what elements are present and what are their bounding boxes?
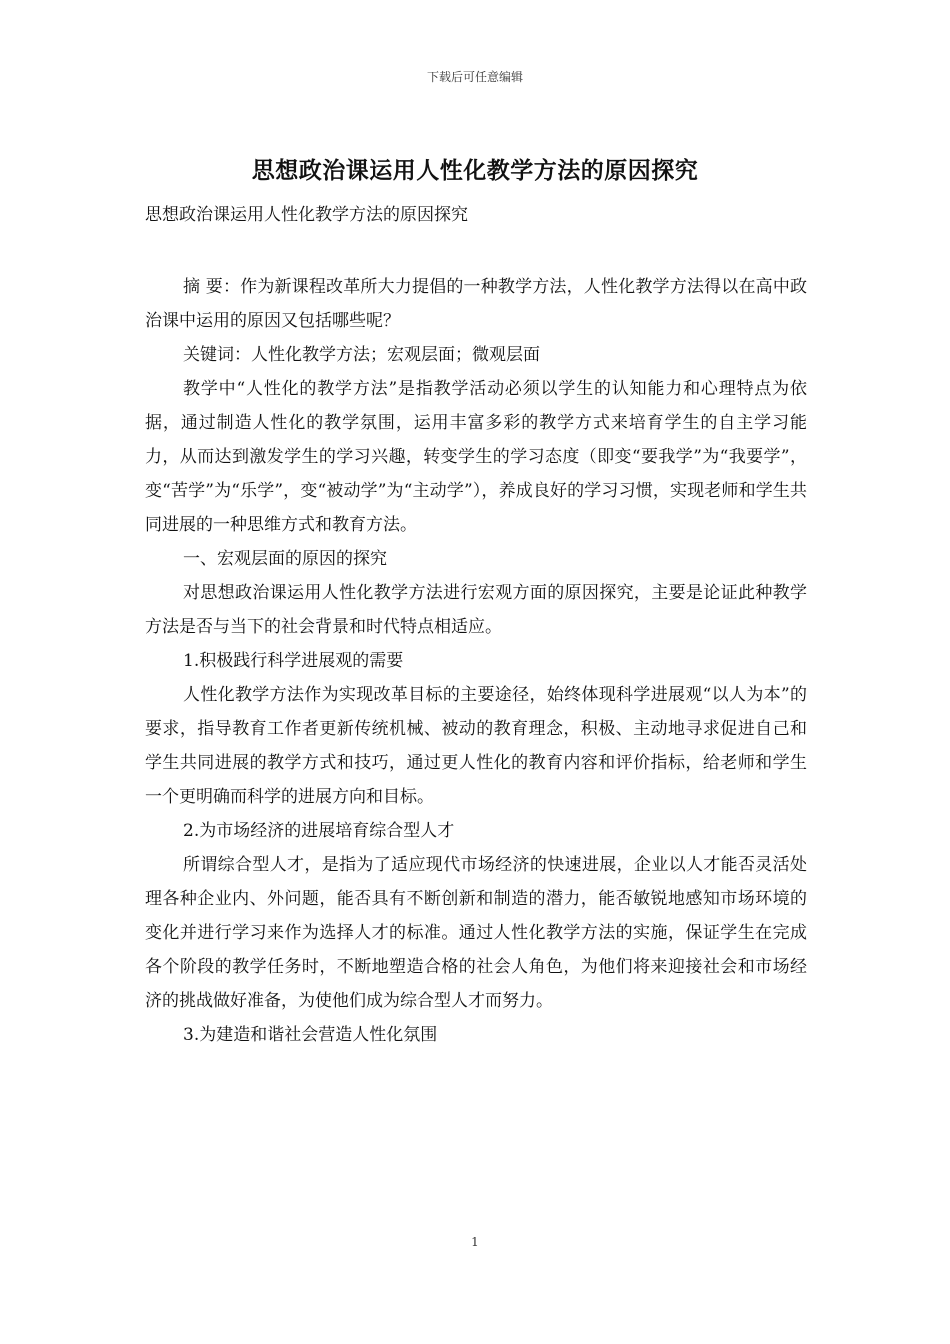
body-paragraph: 教学中“人性化的教学方法”是指教学活动必须以学生的认知能力和心理特点为依据，通过制造人性化的教学氛围，运用丰富多彩的教学方式来培育学生的自主学习能力，从而达到激发学生的学习兴趣，转变学生的学习态度（即变“要我学”为“我要学”，变“苦学”为“乐学”，变“被动学”为“主动学”），养成良好的学习习惯，实现老师和学生共同进展的一种思维方式和教育方法。 xyxy=(145,379,807,535)
document-subtitle: 思想政治课运用人性化教学方法的原因探究 xyxy=(145,205,468,225)
subsection-heading: 3.为建造和谐社会营造人性化氛围 xyxy=(183,1025,438,1045)
body-paragraph: 所谓综合型人才，是指为了适应现代市场经济的快速进展，企业以人才能否灵活处理各种企业内、外问题，能否具有不断创新和制造的潜力，能否敏锐地感知市场环境的变化并进行学习来作为选择人才的标准。通过人性化教学方法的实施，保证学生在完成各个阶段的教学任务时，不断地塑造合格的社会人角色，为他们将来迎接社会和市场经济的挑战做好准备，为使他们成为综合型人才而努力。 xyxy=(145,855,807,1011)
document-body xyxy=(145,270,807,1052)
document-title: 思想政治课运用人性化教学方法的原因探究 xyxy=(251,157,699,184)
page-number: 1 xyxy=(471,1235,479,1249)
keywords-paragraph: 关键词：人性化教学方法；宏观层面；微观层面 xyxy=(183,345,540,365)
body-paragraph: 人性化教学方法作为实现改革目标的主要途径，始终体现科学进展观“以人为本”的要求，指导教育工作者更新传统机械、被动的教育理念，积极、主动地寻求促进自己和学生共同进展的教学方式和技巧，通过更人性化的教育内容和评价指标，给老师和学生一个更明确而科学的进展方向和目标。 xyxy=(145,685,807,807)
subsection-heading: 1.积极践行科学进展观的需要 xyxy=(183,651,404,671)
section-heading: 一、宏观层面的原因的探究 xyxy=(183,549,387,569)
page-header: 下载后可任意编辑 xyxy=(426,70,523,84)
abstract-paragraph: 摘 要：作为新课程改革所大力提倡的一种教学方法，人性化教学方法得以在高中政治课中运用的原因又包括哪些呢？ xyxy=(145,277,807,331)
body-paragraph: 对思想政治课运用人性化教学方法进行宏观方面的原因探究，主要是论证此种教学方法是否与当下的社会背景和时代特点相适应。 xyxy=(145,583,807,637)
subsection-heading: 2.为市场经济的进展培育综合型人才 xyxy=(183,821,455,841)
